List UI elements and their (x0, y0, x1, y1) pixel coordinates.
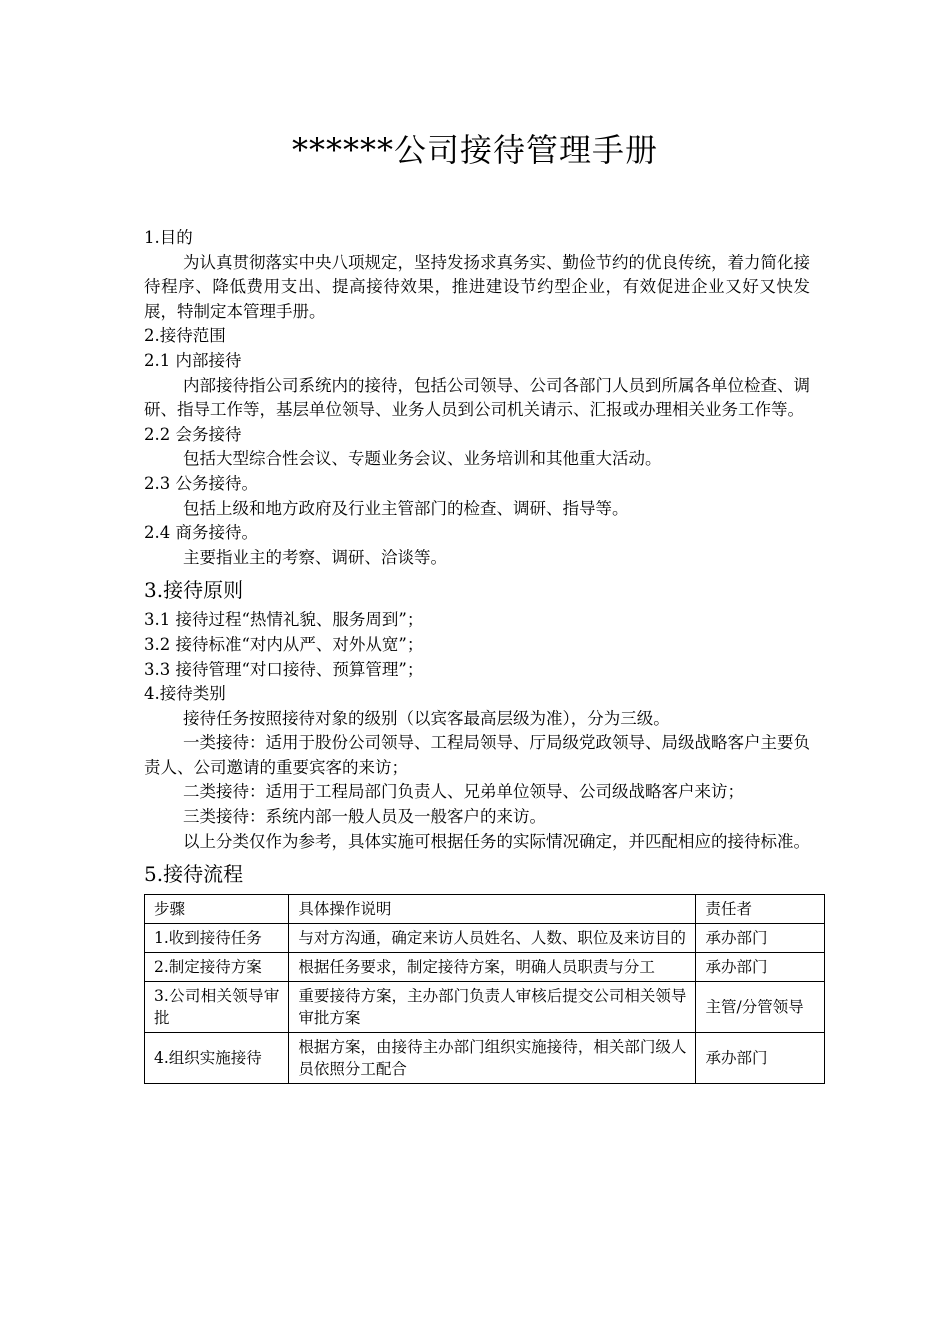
process-table (144, 894, 825, 1084)
table-row (145, 982, 825, 1033)
table-header-cell: 责任者 (696, 895, 825, 924)
section-heading: 2.接待范围 (144, 326, 226, 346)
section-heading-large: 5.接待流程 (144, 862, 244, 887)
list-item: 3.3 接待管理“对口接待、预算管理”； (144, 659, 424, 679)
table-row (145, 1033, 825, 1084)
table-cell: 根据方案，由接待主办部门组织实施接待，相关部门级人员依照分工配合 (289, 1033, 696, 1084)
table-cell: 承办部门 (696, 1033, 825, 1084)
paragraph: 三类接待：系统内部一般人员及一般客户的来访。 (183, 807, 546, 827)
paragraph: 包括大型综合性会议、专题业务会议、业务培训和其他重大活动。 (183, 449, 662, 469)
subsection-heading: 2.4 商务接待。 (144, 523, 258, 543)
table-cell: 1.收到接待任务 (145, 924, 289, 953)
document-title: ******公司接待管理手册 (291, 131, 658, 169)
subsection-heading: 2.1 内部接待 (144, 350, 242, 370)
paragraph: 包括上级和地方政府及行业主管部门的检查、调研、指导等。 (183, 498, 629, 518)
section-heading: 4.接待类别 (144, 684, 226, 704)
paragraph: 为认真贯彻落实中央八项规定，坚持发扬求真务实、勤俭节约的优良传统，着力简化接待程序、降低费用支出、提高接待效果，推进建设节约型企业，有效促进企业又好又快发展，特制定本管理手册。 (144, 252, 810, 321)
table-cell: 根据任务要求，制定接待方案，明确人员职责与分工 (289, 953, 696, 982)
document-body (144, 226, 810, 1084)
table-cell: 3.公司相关领导审批 (145, 982, 289, 1033)
table-cell: 承办部门 (696, 953, 825, 982)
list-item: 3.1 接待过程“热情礼貌、服务周到”； (144, 610, 424, 630)
table-cell: 主管/分管领导 (696, 982, 825, 1033)
table-header-cell: 具体操作说明 (289, 895, 696, 924)
table-row (145, 953, 825, 982)
subsection-heading: 2.3 公务接待。 (144, 473, 258, 493)
table-cell: 2.制定接待方案 (145, 953, 289, 982)
table-header-cell: 步骤 (145, 895, 289, 924)
table-cell: 4.组织实施接待 (145, 1033, 289, 1084)
paragraph: 接待任务按照接待对象的级别（以宾客最高层级为准），分为三级。 (183, 708, 670, 728)
table-row (145, 924, 825, 953)
table-cell: 承办部门 (696, 924, 825, 953)
paragraph: 二类接待：适用于工程局部门负责人、兄弟单位领导、公司级战略客户来访； (183, 782, 744, 802)
list-item: 3.2 接待标准“对内从严、对外从宽”； (144, 634, 424, 654)
paragraph: 一类接待：适用于股份公司领导、工程局领导、厅局级党政领导、局级战略客户主要负责人、公司邀请的重要宾客的来访； (144, 733, 810, 777)
table-header-row (145, 895, 825, 924)
paragraph: 主要指业主的考察、调研、洽谈等。 (183, 547, 447, 567)
subsection-heading: 2.2 会务接待 (144, 424, 242, 444)
section-heading-large: 3.接待原则 (144, 578, 244, 603)
paragraph: 以上分类仅作为参考，具体实施可根据任务的实际情况确定，并匹配相应的接待标准。 (183, 831, 810, 851)
paragraph: 内部接待指公司系统内的接待，包括公司领导、公司各部门人员到所属各单位检查、调研、指导工作等，基层单位领导、业务人员到公司机关请示、汇报或办理相关业务工作等。 (144, 375, 810, 420)
table-cell: 与对方沟通，确定来访人员姓名、人数、职位及来访目的 (289, 924, 696, 953)
table-cell: 重要接待方案，主办部门负责人审核后提交公司相关领导审批方案 (289, 982, 696, 1033)
section-heading: 1.目的 (144, 228, 193, 247)
